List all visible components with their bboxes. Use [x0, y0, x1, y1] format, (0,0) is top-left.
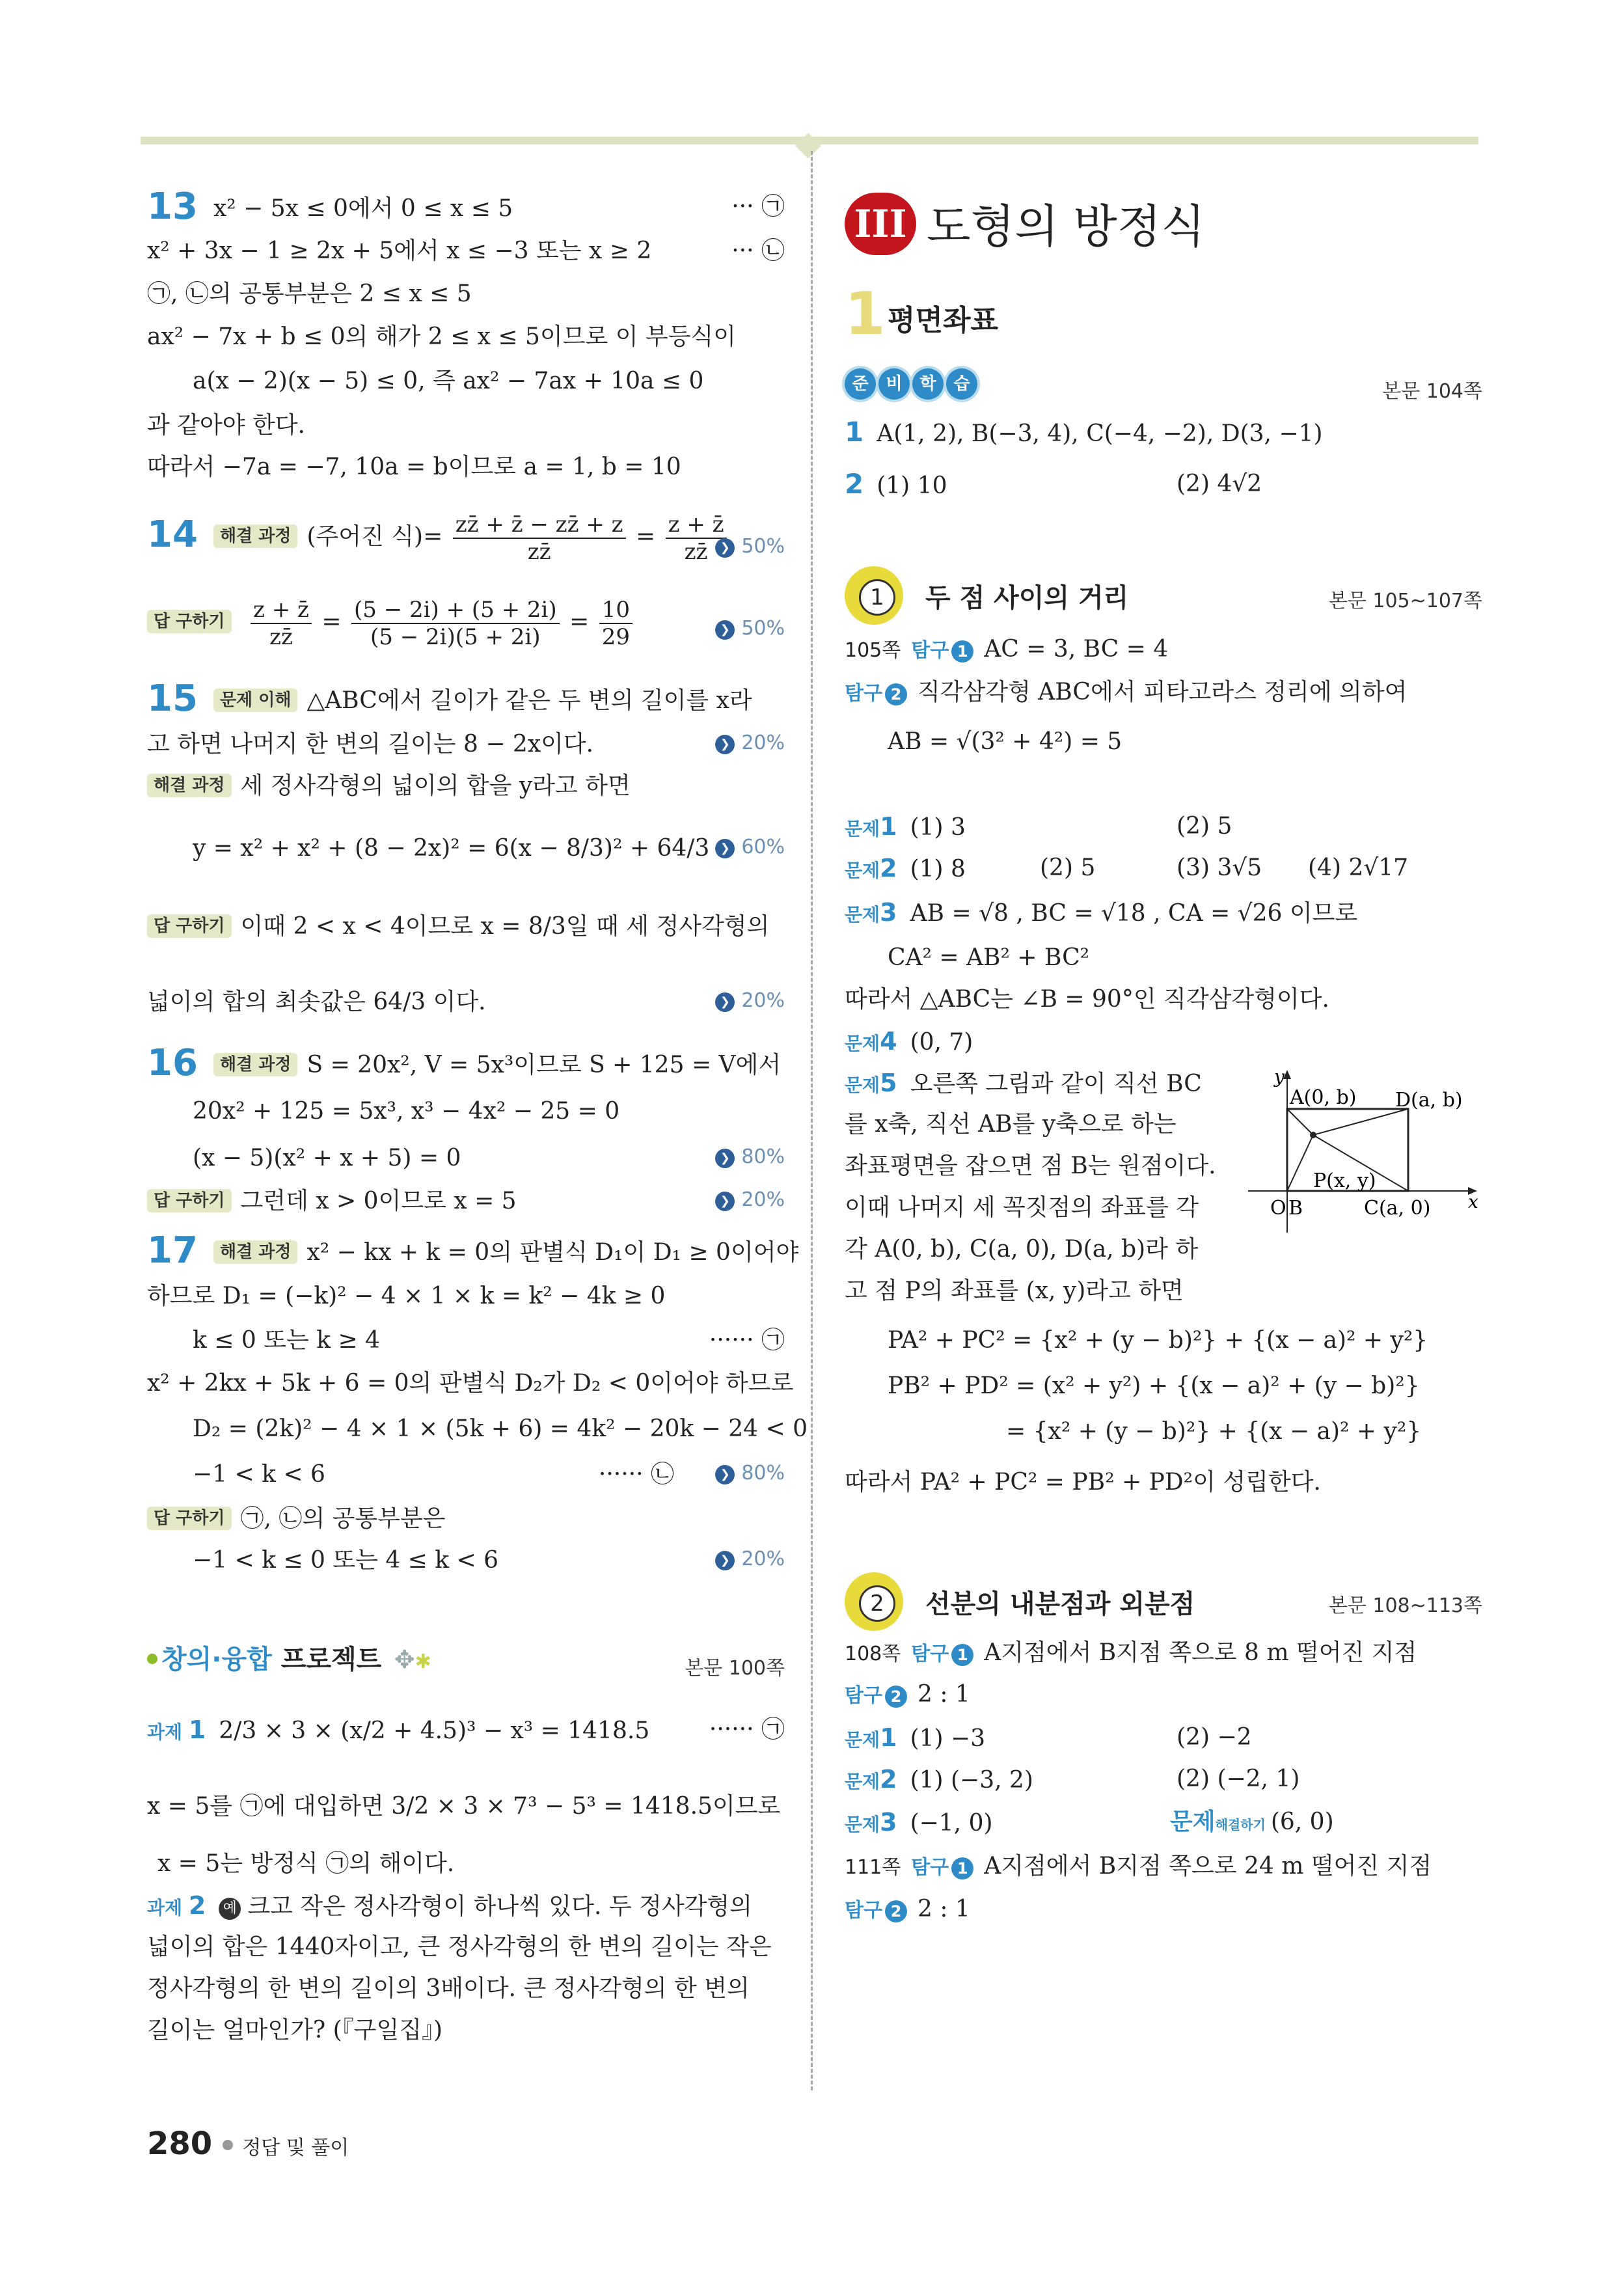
q-label [845, 1722, 897, 1756]
t1-q3-l3: 따라서 △ABC는 ∠B = 90°인 직각삼각형이다. [845, 986, 1329, 1013]
p13-line4: ax² − 7x + b ≤ 0의 해가 2 ≤ x ≤ 5이므로 이 부등식이 [147, 323, 737, 350]
task-number: 1 [188, 1715, 206, 1744]
t2-tam2 [845, 1679, 970, 1712]
task1-label [147, 1710, 206, 1752]
denominator: zz̄ [684, 539, 708, 565]
numerator: (5 − 2i) + (5 + 2i) [351, 597, 560, 624]
q-text: 문제 [845, 1074, 880, 1096]
q-text: 문제 [845, 1771, 880, 1792]
q-text: 문제 [845, 904, 880, 925]
t2-q1 [845, 1722, 985, 1756]
p17-line8: −1 < k ≤ 0 또는 4 ≤ k < 6 [193, 1547, 499, 1574]
prep-a2 [845, 469, 947, 502]
q-label [1170, 1807, 1266, 1840]
p13-line6: 과 같아야 한다. [147, 412, 305, 439]
dot-icon [147, 1654, 157, 1664]
tam-label [845, 678, 907, 709]
t1-q5-eq1: PA² + PC² = {x² + (y − b)²} + {(x − a)² + y²} [888, 1327, 1428, 1354]
t1-q3-l2: CA² = AB² + BC² [888, 944, 1090, 971]
fraction [351, 597, 560, 650]
badge-answer: 답 구하기 [147, 1189, 232, 1212]
t1-q1-b: (2) 5 [1177, 813, 1232, 840]
task1-mark: ······ ㉠ [709, 1716, 785, 1743]
tam-number: 2 [885, 683, 907, 705]
text: 그런데 x > 0이므로 x = 5 [240, 1188, 517, 1214]
p17-line2: 하므로 D₁ = (−k)² − 4 × 1 × k = k² − 4k ≥ 0 [147, 1283, 666, 1309]
tam-text: 탐구 [845, 682, 882, 705]
t1-q1 [845, 811, 966, 845]
tam-label [845, 1680, 907, 1712]
fig-y: y [1274, 1070, 1285, 1087]
problem-number: 17 [147, 1229, 198, 1272]
q-text: 문제 [845, 1814, 880, 1835]
text: (1) 8 [910, 856, 966, 882]
tam-text: 탐구 [911, 1643, 949, 1665]
section-number: 1 [845, 280, 886, 348]
p16-line3: (x − 5)(x² + x + 5) = 0 [193, 1145, 461, 1171]
q-label [845, 853, 897, 886]
project-title-sub: 프로젝트 [280, 1645, 382, 1674]
t1-q2-c: (3) 3√5 [1177, 854, 1262, 881]
p17-line7 [147, 1503, 446, 1535]
p17-line3: k ≤ 0 또는 k ≥ 4 [193, 1327, 380, 1354]
p13-line1 [147, 185, 513, 228]
topic-number: 1 [859, 579, 895, 616]
chapter-mark: III [845, 193, 916, 255]
text: x² − kx + k = 0의 판별식 D₁이 D₁ ≥ 0이어야 [306, 1239, 799, 1266]
text: ㉠, ㉡의 공통부분은 [240, 1505, 446, 1532]
p14-line1: 14 해결 과정 (주어진 식)= $\frac{zz̄ + z̄ - zz̄ + z}{zz̄}$ = $\frac{z + z̄}{zz̄}$ [147, 509, 729, 565]
text: A지점에서 B지점 쪽으로 8 m 떨어진 지점 [984, 1639, 1417, 1666]
badge-solve: 해결 과정 [147, 774, 232, 797]
text: (주어진 식)= [306, 523, 443, 550]
badge-understand: 문제 이해 [213, 689, 298, 712]
fig-O: O [1270, 1197, 1286, 1220]
badge-solve: 해결 과정 [213, 1240, 298, 1264]
p17-line4: x² + 2kx + 5k + 6 = 0의 판별식 D₂가 D₂ < 0이어야 하므로 [147, 1370, 794, 1397]
section-title: 평면좌표 [888, 304, 999, 337]
text: (1) 3 [910, 814, 966, 841]
q-number: 3 [880, 1808, 897, 1837]
denominator: zz̄ [527, 539, 551, 565]
text: 세 정사각형의 넓이의 합을 y라고 하면 [240, 772, 631, 799]
p15-line4: y = x² + x² + (8 − 2x)² = 6(x − 8/3)² + 64/3 [193, 835, 710, 862]
prep-a2-2: (2) 4√2 [1177, 471, 1262, 497]
task-label: 과제 [147, 1721, 183, 1743]
tam-text: 탐구 [911, 639, 949, 662]
p13-line7: 따라서 −7a = −7, 10a = b이므로 a = 1, b = 10 [147, 454, 681, 480]
text: 이때 2 < x < 4이므로 x = 8/3일 때 세 정사각형의 [240, 913, 770, 940]
p16-line2: 20x² + 125 = 5x³, x³ − 4x² − 25 = 0 [193, 1098, 620, 1125]
puzzle-icon: ✥ [394, 1645, 415, 1674]
problem-number: 13 [147, 185, 198, 228]
topic-title: 선분의 내분점과 외분점 [925, 1589, 1195, 1619]
text: 2 : 1 [917, 1896, 970, 1922]
badge-solve: 해결 과정 [213, 525, 298, 548]
project-title [147, 1645, 381, 1674]
t1-q2-d: (4) 2√17 [1308, 854, 1409, 881]
tam-number: 2 [885, 1900, 907, 1922]
tam-text: 탐구 [911, 1856, 949, 1879]
score-pct: ❯ 80% [715, 1462, 785, 1484]
badge-answer: 답 구하기 [147, 1507, 232, 1530]
score-pct: ❯ 50% [715, 535, 785, 558]
prep-badge [845, 368, 980, 400]
q-number: 1 [880, 812, 897, 841]
text: A(1, 2), B(−3, 4), C(−4, −2), D(3, −1) [877, 420, 1323, 447]
p15-line2: 고 하면 나머지 한 변의 길이는 8 − 2x이다. [147, 731, 594, 758]
fig-B: B [1288, 1197, 1303, 1220]
project-line3: x = 5는 방정식 ㉠의 해이다. [157, 1850, 455, 1877]
text: S = 20x², V = 5x³이므로 S + 125 = V에서 [306, 1052, 782, 1078]
topic2-ref: 본문 108~113쪽 [1328, 1594, 1482, 1617]
page-footer [147, 2125, 349, 2162]
denominator: zz̄ [269, 624, 293, 650]
chapter-title: 도형의 방정식 [927, 200, 1205, 253]
t2-q1-b: (2) −2 [1177, 1724, 1252, 1751]
tam-label [911, 635, 973, 666]
tam-label [845, 1895, 907, 1926]
text: (1) (−3, 2) [910, 1767, 1033, 1794]
t1-q5-eq3: = {x² + (y − b)²} + {(x − a)² + y²} [1006, 1418, 1422, 1445]
topic2-header [845, 1572, 1195, 1631]
example-badge: 예 [219, 1898, 241, 1920]
text: (1) 10 [877, 472, 947, 499]
t1-tam2 [845, 677, 1407, 709]
q-number: 1 [880, 1723, 897, 1752]
t1-q5-l4: 이때 나머지 세 꼭짓점의 좌표를 각 [845, 1194, 1199, 1221]
p17-line6: −1 < k < 6 [193, 1461, 325, 1488]
score-pct: ❯ 20% [715, 731, 785, 754]
score-pct: ❯ 20% [715, 989, 785, 1012]
q-text: 문제 [845, 1033, 880, 1054]
p17-mark2: ······ ㉡ [598, 1461, 674, 1488]
p17-line1 [147, 1229, 799, 1272]
p17-line5: D₂ = (2k)² − 4 × 1 × (5k + 6) = 4k² − 20k − 24 < 0 [193, 1415, 808, 1442]
prep-char: 학 [912, 368, 944, 400]
topic-number: 2 [859, 1585, 895, 1622]
numerator: zz̄ + z̄ − zz̄ + z [453, 512, 626, 539]
q-text: 문제 [845, 860, 880, 881]
text: 2 : 1 [917, 1681, 970, 1708]
p13-line5: a(x − 2)(x − 5) ≤ 0, 즉 ax² − 7ax + 10a ≤ 0 [193, 368, 704, 394]
project-header [147, 1644, 431, 1678]
page-number: 280 [147, 2125, 213, 2162]
task-label: 과제 [147, 1897, 183, 1919]
numerator: z + z̄ [666, 512, 727, 539]
t1-q5-l6: 고 점 P의 좌표를 (x, y)라고 하면 [845, 1278, 1184, 1304]
p13-mark2: ··· ㉡ [731, 238, 785, 264]
prep-ref: 본문 104쪽 [1382, 380, 1482, 403]
tam-text: 탐구 [845, 1899, 882, 1922]
tam-label [911, 1852, 973, 1883]
text: △ABC에서 길이가 같은 두 변의 길이를 x라 [306, 687, 752, 714]
page-tag: 108쪽 [845, 1643, 901, 1665]
p15-line1 [147, 677, 752, 720]
task2-label [147, 1890, 206, 1924]
sparkle-icon: ✱ [415, 1650, 431, 1673]
p13-mark1: ··· ㉠ [731, 193, 785, 220]
fraction [599, 597, 633, 650]
numerator: 10 [599, 597, 633, 624]
p13-line2: x² + 3x − 1 ≥ 2x + 5에서 x ≤ −3 또는 x ≥ 2 [147, 238, 652, 264]
t1-q4 [845, 1026, 973, 1059]
q-label [845, 1764, 897, 1797]
t1-q5-eq2: PB² + PD² = (x² + y²) + {(x − a)² + (y − b)²} [888, 1373, 1420, 1399]
badge-answer: 답 구하기 [147, 610, 232, 633]
fig-C: C(a, 0) [1364, 1197, 1431, 1220]
p15-line6: 넓이의 합의 최솟값은 64/3 이다. [147, 989, 486, 1015]
text: 직각삼각형 ABC에서 피타고라스 정리에 의하여 [917, 679, 1408, 705]
text: AB = √8 , BC = √18 , CA = √26 이므로 [910, 900, 1358, 927]
task2-line4: 길이는 얼마인가? (『구일집』) [147, 2017, 443, 2043]
prep-char: 습 [946, 368, 977, 400]
score-pct: ❯ 20% [715, 1548, 785, 1570]
problem-number: 16 [147, 1042, 198, 1084]
t2-q3 [845, 1807, 993, 1840]
score-pct: ❯ 60% [715, 836, 785, 858]
q-number: 2 [880, 854, 897, 882]
text: AC = 3, BC = 4 [984, 636, 1169, 663]
t1-q5-l3: 좌표평면을 잡으면 점 B는 원점이다. [845, 1153, 1216, 1179]
p16-line4 [147, 1186, 517, 1217]
tam-number: 1 [951, 1857, 973, 1879]
prep-char: 비 [878, 368, 910, 400]
denominator: 29 [601, 624, 630, 650]
q-label [845, 1067, 897, 1101]
q-text: 문제 [845, 818, 880, 840]
task1-line [147, 1710, 649, 1752]
badge-answer: 답 구하기 [147, 914, 232, 938]
task-number: 2 [188, 1891, 206, 1920]
q-number: 3 [880, 898, 897, 927]
score-pct: ❯ 50% [715, 617, 785, 640]
page-tag: 105쪽 [845, 639, 901, 662]
q-number: 2 [880, 1765, 897, 1794]
fig-x: x [1468, 1191, 1478, 1212]
page-tag: 111쪽 [845, 1856, 901, 1879]
bullet-icon [223, 2140, 233, 2150]
project-title-main: 창의·융합 [161, 1645, 272, 1674]
t1-tam1 [845, 634, 1168, 666]
q-label [845, 811, 897, 845]
t2-tam3 [845, 1851, 1432, 1883]
t1-q5-l2: 를 x축, 직선 AB를 y축으로 하는 [845, 1111, 1177, 1138]
footer-label: 정답 및 풀이 [242, 2137, 349, 2159]
q-sub: 해결하기 [1215, 1817, 1266, 1833]
t2-q2 [845, 1764, 1033, 1797]
q-text: 문제 [845, 1729, 880, 1751]
problem-number: 14 [147, 513, 198, 556]
t1-q2-b: (2) 5 [1040, 854, 1096, 881]
tam-number: 1 [951, 1644, 973, 1666]
t2-tam4 [845, 1894, 970, 1926]
tam-text: 탐구 [845, 1684, 882, 1707]
t1-tam2-eq: AB = √(3² + 4²) = 5 [888, 728, 1122, 755]
t2-tam1 [845, 1637, 1417, 1670]
task2-line3: 정사각형의 한 변의 길이의 3배이다. 큰 정사각형의 한 변의 [147, 1975, 750, 2002]
task2-line2: 넓이의 합은 1440자이고, 큰 정사각형의 한 변의 길이는 작은 [147, 1934, 772, 1960]
problem-number: 15 [147, 677, 198, 720]
column-divider [811, 151, 813, 2090]
text: A지점에서 B지점 쪽으로 24 m 떨어진 지점 [984, 1853, 1432, 1879]
p17-mark1: ······ ㉠ [709, 1327, 785, 1354]
t1-q3 [845, 897, 1357, 931]
task2-line1 [147, 1890, 752, 1924]
numerator: z + z̄ [251, 597, 312, 624]
t1-q5-l5: 각 A(0, b), C(a, 0), D(a, b)라 하 [845, 1236, 1199, 1263]
q-icon [845, 1572, 903, 1631]
text: (−1, 0) [910, 1810, 993, 1837]
t1-q5-l1 [845, 1067, 1202, 1101]
q-label [845, 1026, 897, 1059]
q-icon [845, 566, 903, 625]
p14-line2: 답 구하기 $\frac{z + z̄}{zz̄}$ = $\frac{(5 - 2i) + (5 + 2i)}{(5 - 2i)(5 + 2i)}$ = $\frac{10}{29}$ [147, 596, 635, 650]
fig-D: D(a, b) [1395, 1089, 1463, 1112]
fraction [453, 512, 626, 565]
rectangle-figure [1248, 1070, 1482, 1246]
fraction [251, 597, 312, 650]
text: 오른쪽 그림과 같이 직선 BC [910, 1071, 1202, 1097]
prep-a1 [845, 417, 1323, 450]
score-pct: ❯ 80% [715, 1145, 785, 1168]
p15-line3 [147, 771, 631, 802]
topic1-header [845, 566, 1128, 625]
score-pct: ❯ 20% [715, 1188, 785, 1211]
answer-number: 2 [845, 468, 864, 500]
text: (1) −3 [910, 1725, 986, 1752]
topic-title: 두 점 사이의 거리 [925, 582, 1129, 613]
p16-line1 [147, 1042, 782, 1084]
t1-q2 [845, 853, 966, 886]
task1-equation: 2/3 × 3 × (x/2 + 4.5)³ − x³ = 1418.5 [219, 1717, 650, 1744]
q-label [845, 1807, 897, 1840]
text: x² − 5x ≤ 0에서 0 ≤ x ≤ 5 [213, 195, 513, 222]
t1-q5-concl: 따라서 PA² + PC² = PB² + PD²이 성립한다. [845, 1469, 1321, 1496]
prep-char: 준 [845, 368, 876, 400]
topic1-ref: 본문 105~107쪽 [1328, 590, 1482, 612]
tam-number: 2 [885, 1686, 907, 1708]
tam-label [911, 1639, 973, 1670]
fig-A: A(0, b) [1290, 1086, 1357, 1109]
text: 크고 작은 정사각형이 하나씩 있다. 두 정사각형의 [247, 1893, 752, 1920]
t2-q3-extra [1170, 1807, 1334, 1840]
q-number: 5 [880, 1069, 897, 1097]
project-line2: x = 5를 ㉠에 대입하면 3/2 × 3 × 7³ − 5³ = 1418.5이므로 [147, 1793, 781, 1820]
t2-q2-b: (2) (−2, 1) [1177, 1766, 1300, 1792]
q-label [845, 897, 897, 931]
tam-number: 1 [951, 640, 973, 663]
p15-line5 [147, 911, 769, 942]
q-number: 4 [880, 1027, 897, 1056]
denominator: (5 − 2i)(5 + 2i) [370, 624, 541, 650]
text: (0, 7) [910, 1029, 973, 1056]
fig-P: P(x, y) [1313, 1169, 1376, 1192]
answer-number: 1 [845, 416, 864, 448]
q-text: 문제 [1170, 1809, 1216, 1835]
project-ref: 본문 100쪽 [685, 1657, 785, 1680]
text: (6, 0) [1270, 1809, 1334, 1835]
badge-solve: 해결 과정 [213, 1053, 298, 1076]
p13-line3: ㉠, ㉡의 공통부분은 2 ≤ x ≤ 5 [147, 280, 472, 307]
